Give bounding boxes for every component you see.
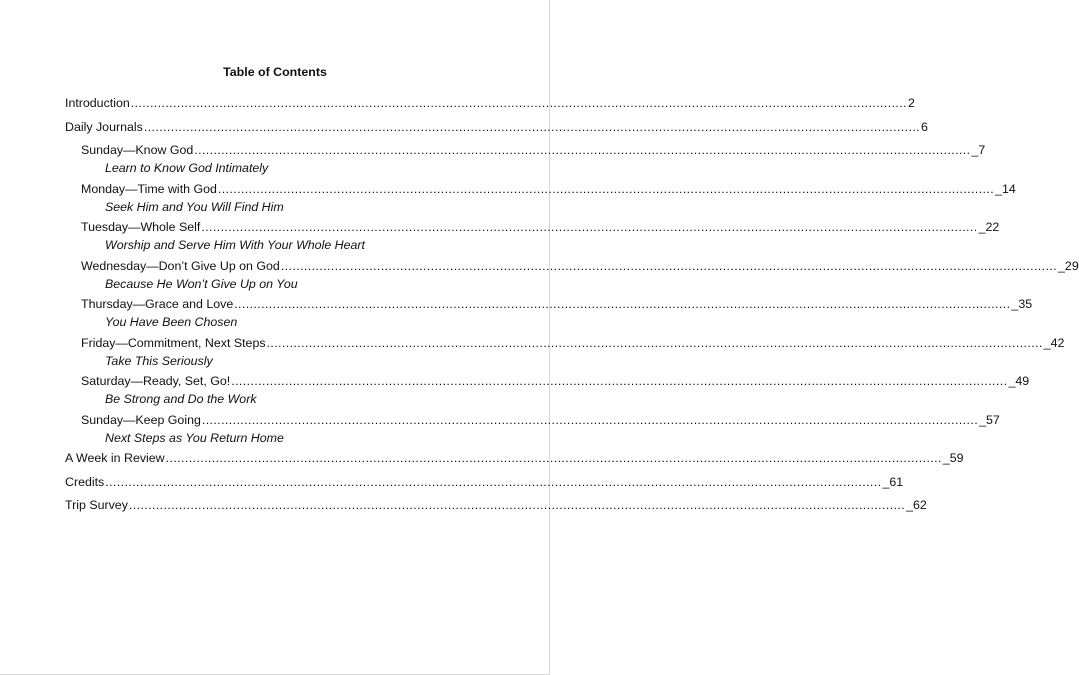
toc-entry-trip-survey bbox=[65, 496, 927, 514]
toc-entry-subtitle: Be Strong and Do the Work bbox=[105, 392, 257, 406]
toc-entry-label: Sunday—Keep Going bbox=[81, 412, 201, 427]
toc-page-number: _14 bbox=[995, 181, 1016, 196]
toc-journal-entry bbox=[65, 334, 1065, 370]
toc-entry-subtitle: Next Steps as You Return Home bbox=[105, 430, 284, 445]
toc-entry-subtitle: You Have Been Chosen bbox=[105, 315, 238, 329]
toc-entry-label: Thursday—Grace and Love bbox=[81, 297, 234, 311]
toc-entry-label: Friday—Commitment, Next Steps bbox=[81, 335, 266, 350]
toc-entry-credits bbox=[65, 473, 904, 491]
toc-page-number: _7 bbox=[971, 143, 986, 157]
dot-leader: .......................................................................................................................................................................................................... bbox=[234, 297, 1011, 311]
toc-entry-label: Daily Journals bbox=[65, 119, 143, 134]
toc-journal-entry bbox=[65, 180, 1016, 216]
toc-page-number: _61 bbox=[882, 474, 904, 489]
toc-journal-entry bbox=[65, 411, 1000, 447]
toc-entry-subtitle: Take This Seriously bbox=[105, 353, 213, 368]
dot-leader: .......................................................................................................................................................................................................... bbox=[128, 498, 906, 512]
dot-leader: .......................................................................................................................................................................................................... bbox=[194, 143, 971, 157]
toc-entry-subtitle: Worship and Serve Him With Your Whole Heart bbox=[105, 238, 365, 252]
dot-leader: .......................................................................................................................................................................................................... bbox=[130, 96, 907, 110]
toc-entry-subtitle: Learn to Know God Intimately bbox=[105, 161, 269, 175]
toc-journal-entry bbox=[65, 372, 1030, 408]
page-title: Table of Contents bbox=[223, 65, 327, 79]
toc-page-number: _62 bbox=[906, 498, 927, 512]
toc-entry-label: Monday—Time with God bbox=[81, 181, 217, 196]
dot-leader: .......................................................................................................................................................................................................... bbox=[143, 119, 921, 134]
toc-entry-label: Introduction bbox=[65, 96, 130, 110]
dot-leader: .......................................................................................................................................................................................................... bbox=[217, 181, 995, 196]
toc-page-number: _59 bbox=[942, 451, 964, 465]
toc-entry-label: Tuesday—Whole Self bbox=[81, 220, 201, 234]
toc-entry-week-in-review bbox=[65, 449, 964, 467]
toc-entry-label: Sunday—Know God bbox=[81, 143, 194, 157]
dot-leader: .......................................................................................................................................................................................................... bbox=[201, 412, 979, 427]
toc-entry-daily-journals bbox=[65, 118, 928, 136]
toc-entry-label: Saturday—Ready, Set, Go! bbox=[81, 374, 231, 388]
toc-page-number: _57 bbox=[979, 412, 1000, 427]
toc-page-number: _22 bbox=[978, 220, 1000, 234]
dot-leader: .......................................................................................................................................................................................................... bbox=[280, 258, 1058, 273]
toc-page-number: _29 bbox=[1058, 258, 1079, 273]
toc-journal-entry bbox=[65, 141, 986, 177]
toc-entry-label: A Week in Review bbox=[65, 451, 165, 465]
toc-page-number: _35 bbox=[1011, 297, 1033, 311]
dot-leader: .......................................................................................................................................................................................................... bbox=[165, 451, 942, 465]
table-of-contents bbox=[65, 94, 1079, 520]
dot-leader: .......................................................................................................................................................................................................... bbox=[201, 220, 978, 234]
toc-page-number: 6 bbox=[921, 119, 928, 134]
toc-page-number: 2 bbox=[907, 96, 915, 110]
dot-leader: .......................................................................................................................................................................................................... bbox=[266, 335, 1043, 350]
dot-leader: .......................................................................................................................................................................................................... bbox=[231, 374, 1008, 388]
toc-entry-label: Wednesday—Don’t Give Up on God bbox=[81, 258, 280, 273]
toc-journal-entry bbox=[65, 218, 1000, 254]
dot-leader: .......................................................................................................................................................................................................... bbox=[105, 474, 882, 489]
toc-entry-subtitle: Because He Won’t Give Up on You bbox=[105, 276, 298, 291]
toc-entry-label: Trip Survey bbox=[65, 498, 128, 512]
toc-entry-label: Credits bbox=[65, 474, 105, 489]
toc-page-number: _49 bbox=[1008, 374, 1030, 388]
toc-journal-entry bbox=[65, 257, 1079, 293]
toc-entry-subtitle: Seek Him and You Will Find Him bbox=[105, 199, 284, 214]
toc-journal-entry bbox=[65, 295, 1033, 331]
toc-entry-introduction bbox=[65, 94, 915, 112]
toc-page-number: _42 bbox=[1043, 335, 1065, 350]
